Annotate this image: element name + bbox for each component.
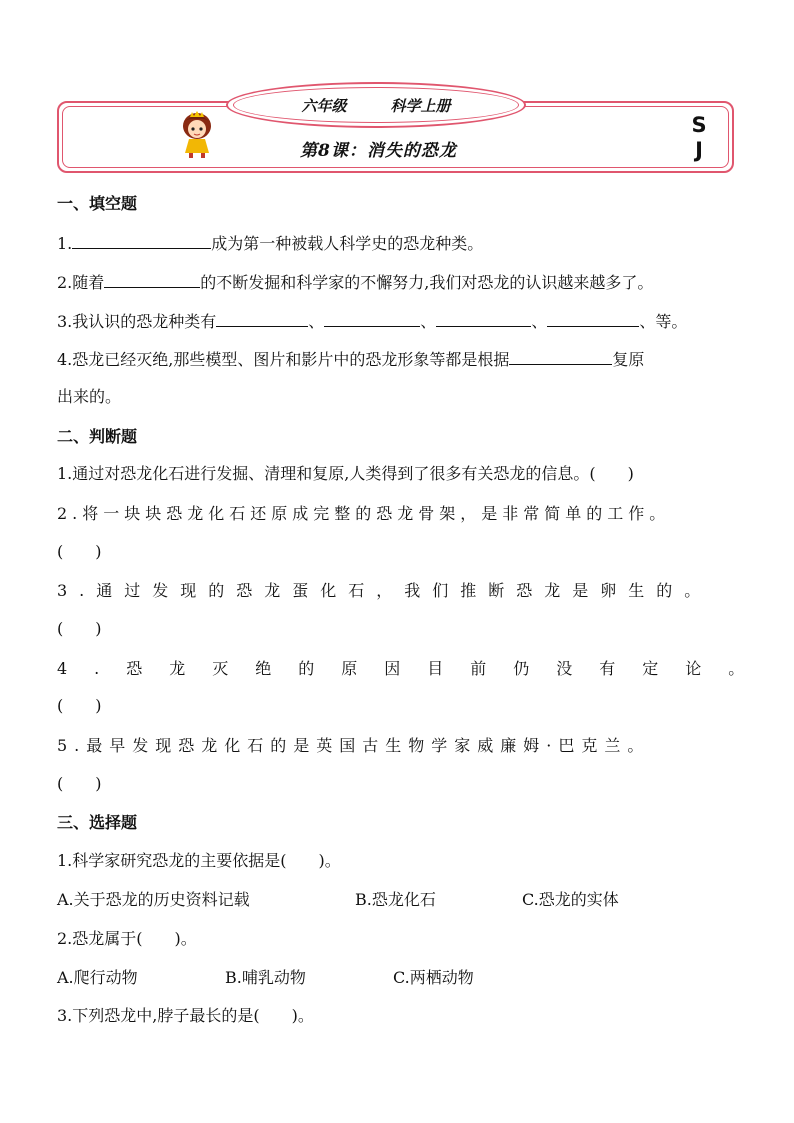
header-oval-inner	[233, 87, 519, 123]
answer-blank[interactable]	[547, 309, 639, 327]
fill-question-3	[57, 309, 687, 333]
separator: 、	[308, 312, 325, 331]
section-title-true-false: 二、判断题	[57, 427, 138, 446]
choice-option-c[interactable]: C.恐龙的实体	[522, 890, 619, 909]
section-title-fill-blank: 一、填空题	[57, 194, 138, 213]
question-text: 1.通过对恐龙化石进行发掘、清理和复原,人类得到了很多有关恐龙的信息。	[57, 464, 590, 483]
answer-blank[interactable]	[509, 347, 612, 365]
question-text-post: 的不断发掘和科学家的不懈努力,我们对恐龙的认识越来越多了。	[200, 273, 654, 292]
fill-question-1	[57, 231, 483, 255]
section-title-multiple-choice: 三、选择题	[57, 813, 138, 832]
answer-paren[interactable]: ( )	[57, 774, 102, 793]
cartoon-girl-icon	[174, 109, 220, 159]
fill-question-2	[57, 270, 653, 294]
judge-question-1	[57, 462, 737, 486]
question-text-post: 复原	[612, 350, 645, 369]
choice-option-a[interactable]: A.爬行动物	[57, 968, 138, 987]
answer-blank[interactable]	[436, 309, 531, 327]
answer-paren[interactable]: ( )	[589, 464, 634, 483]
judge-question-5: 5.最早发现恐龙化石的是英国古生物学家威廉姆·巴克兰。	[57, 736, 651, 755]
answer-paren[interactable]: ( )	[57, 542, 102, 561]
question-number: 1.	[57, 234, 73, 253]
answer-paren[interactable]: ( )	[57, 619, 102, 638]
fill-question-4	[57, 347, 644, 371]
edition-mark-s: S	[691, 113, 707, 137]
choice-option-b[interactable]: B.哺乳动物	[225, 968, 306, 987]
edition-mark-j: J	[695, 138, 703, 162]
separator: 、	[420, 312, 437, 331]
choice-question-2: 2.恐龙属于( )。	[57, 929, 197, 948]
question-text-pre: 4.恐龙已经灭绝,那些模型、图片和影片中的恐龙形象等都是根据	[57, 350, 510, 369]
grade-label: 六年级	[301, 96, 347, 115]
answer-blank[interactable]	[104, 270, 200, 288]
question-text-post: 、等。	[639, 312, 688, 331]
choice-question-1: 1.科学家研究恐龙的主要依据是( )。	[57, 851, 341, 870]
question-text: 成为第一种被载人科学史的恐龙种类。	[211, 234, 484, 253]
subject-label: 科学上册	[390, 96, 451, 115]
fill-question-4-cont: 出来的。	[57, 387, 122, 406]
question-text-pre: 2.随着	[57, 273, 105, 292]
choice-option-c[interactable]: C.两栖动物	[393, 968, 474, 987]
lesson-title: 第8课：消失的恐龙	[300, 141, 457, 161]
question-text-pre: 3.我认识的恐龙种类有	[57, 312, 217, 331]
judge-question-4: 4.恐龙灭绝的原因目前仍没有定论。	[57, 659, 772, 678]
answer-blank[interactable]	[216, 309, 308, 327]
judge-question-3: 3.通过发现的恐龙蛋化石，我们推断恐龙是卵生的。	[57, 581, 713, 600]
answer-paren[interactable]: ( )	[57, 696, 102, 715]
separator: 、	[531, 312, 548, 331]
answer-blank[interactable]	[72, 231, 211, 249]
answer-blank[interactable]	[324, 309, 420, 327]
choice-option-a[interactable]: A.关于恐龙的历史资料记载	[57, 890, 250, 909]
edition-mark	[688, 113, 710, 163]
choice-option-b[interactable]: B.恐龙化石	[355, 890, 436, 909]
choice-question-3: 3.下列恐龙中,脖子最长的是( )。	[57, 1006, 314, 1025]
judge-question-2: 2.将一块块恐龙化石还原成完整的恐龙骨架，是非常简单的工作。	[57, 504, 671, 523]
